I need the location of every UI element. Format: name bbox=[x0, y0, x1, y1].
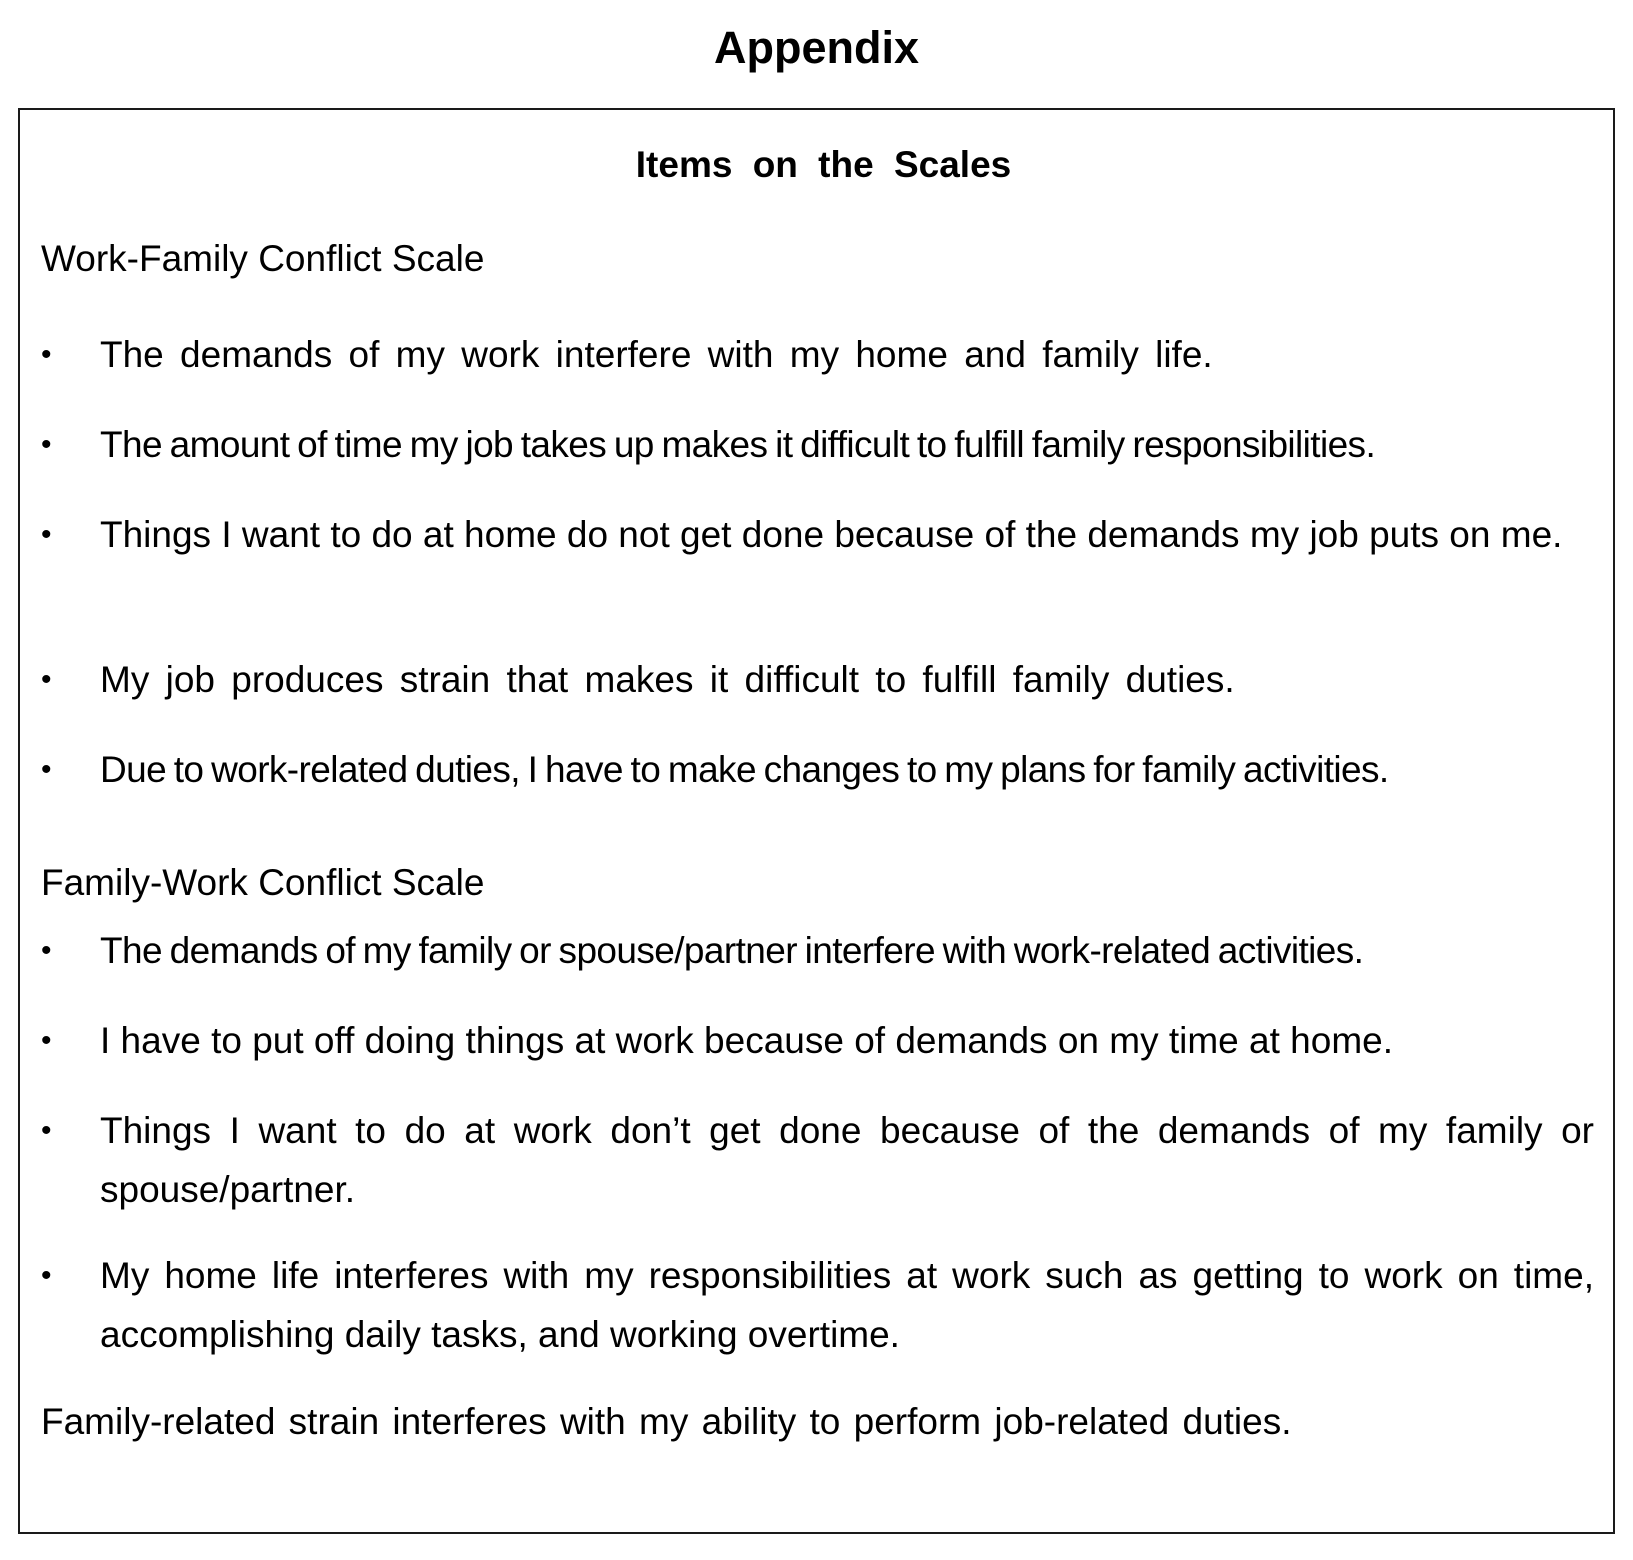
bullet-icon: • bbox=[41, 753, 51, 786]
list-item bbox=[41, 1101, 1594, 1219]
list-item bbox=[41, 415, 1594, 474]
final-item-text: Family-related strain interferes with my ability to perform job-related duties. bbox=[41, 1401, 1292, 1442]
list-item bbox=[41, 1246, 1594, 1364]
list-item-text: The demands of my work interfere with my home and family life. bbox=[100, 334, 1213, 375]
bullet-icon: • bbox=[41, 663, 52, 696]
list-item bbox=[41, 505, 1594, 564]
bullet-icon: • bbox=[41, 338, 52, 371]
list-item-text: The amount of time my job takes up makes it difficult to fulfill family responsibilities. bbox=[100, 424, 1376, 465]
list-item bbox=[41, 325, 1594, 384]
list-item bbox=[41, 650, 1594, 709]
bullet-icon: • bbox=[41, 1114, 52, 1147]
list-item-text: Things I want to do at home do not get done because of the demands my job puts on me. bbox=[100, 514, 1563, 555]
list-item bbox=[41, 740, 1594, 799]
list-item bbox=[41, 1011, 1594, 1070]
list-item-text: Due to work-related duties, I have to make changes to my plans for family activities. bbox=[100, 749, 1389, 790]
bullet-icon: • bbox=[41, 1259, 52, 1292]
list-item-text: I have to put off doing things at work because of demands on my time at home. bbox=[100, 1020, 1394, 1061]
list-item bbox=[41, 921, 1594, 980]
box-title: Items on the Scales bbox=[635, 144, 1012, 185]
list-item-text: My home life interferes with my responsibilities at work such as getting to work on time, accomplishing daily tasks, and working overtime. bbox=[100, 1255, 1594, 1355]
work-family-scale-heading: Work-Family Conflict Scale bbox=[41, 238, 485, 279]
list-item-text: My job produces strain that makes it difficult to fulfill family duties. bbox=[100, 659, 1235, 700]
page-title: Appendix bbox=[713, 22, 919, 73]
list-item-text: The demands of my family or spouse/partner interfere with work-related activities. bbox=[100, 930, 1364, 971]
bullet-icon: • bbox=[41, 518, 52, 551]
bullet-icon: • bbox=[41, 428, 51, 461]
bullet-icon: • bbox=[41, 934, 51, 967]
family-work-scale-heading: Family-Work Conflict Scale bbox=[41, 862, 485, 903]
bullet-icon: • bbox=[41, 1024, 52, 1057]
list-item-text: Things I want to do at work don’t get done because of the demands of my family or spouse/partner. bbox=[100, 1110, 1594, 1210]
